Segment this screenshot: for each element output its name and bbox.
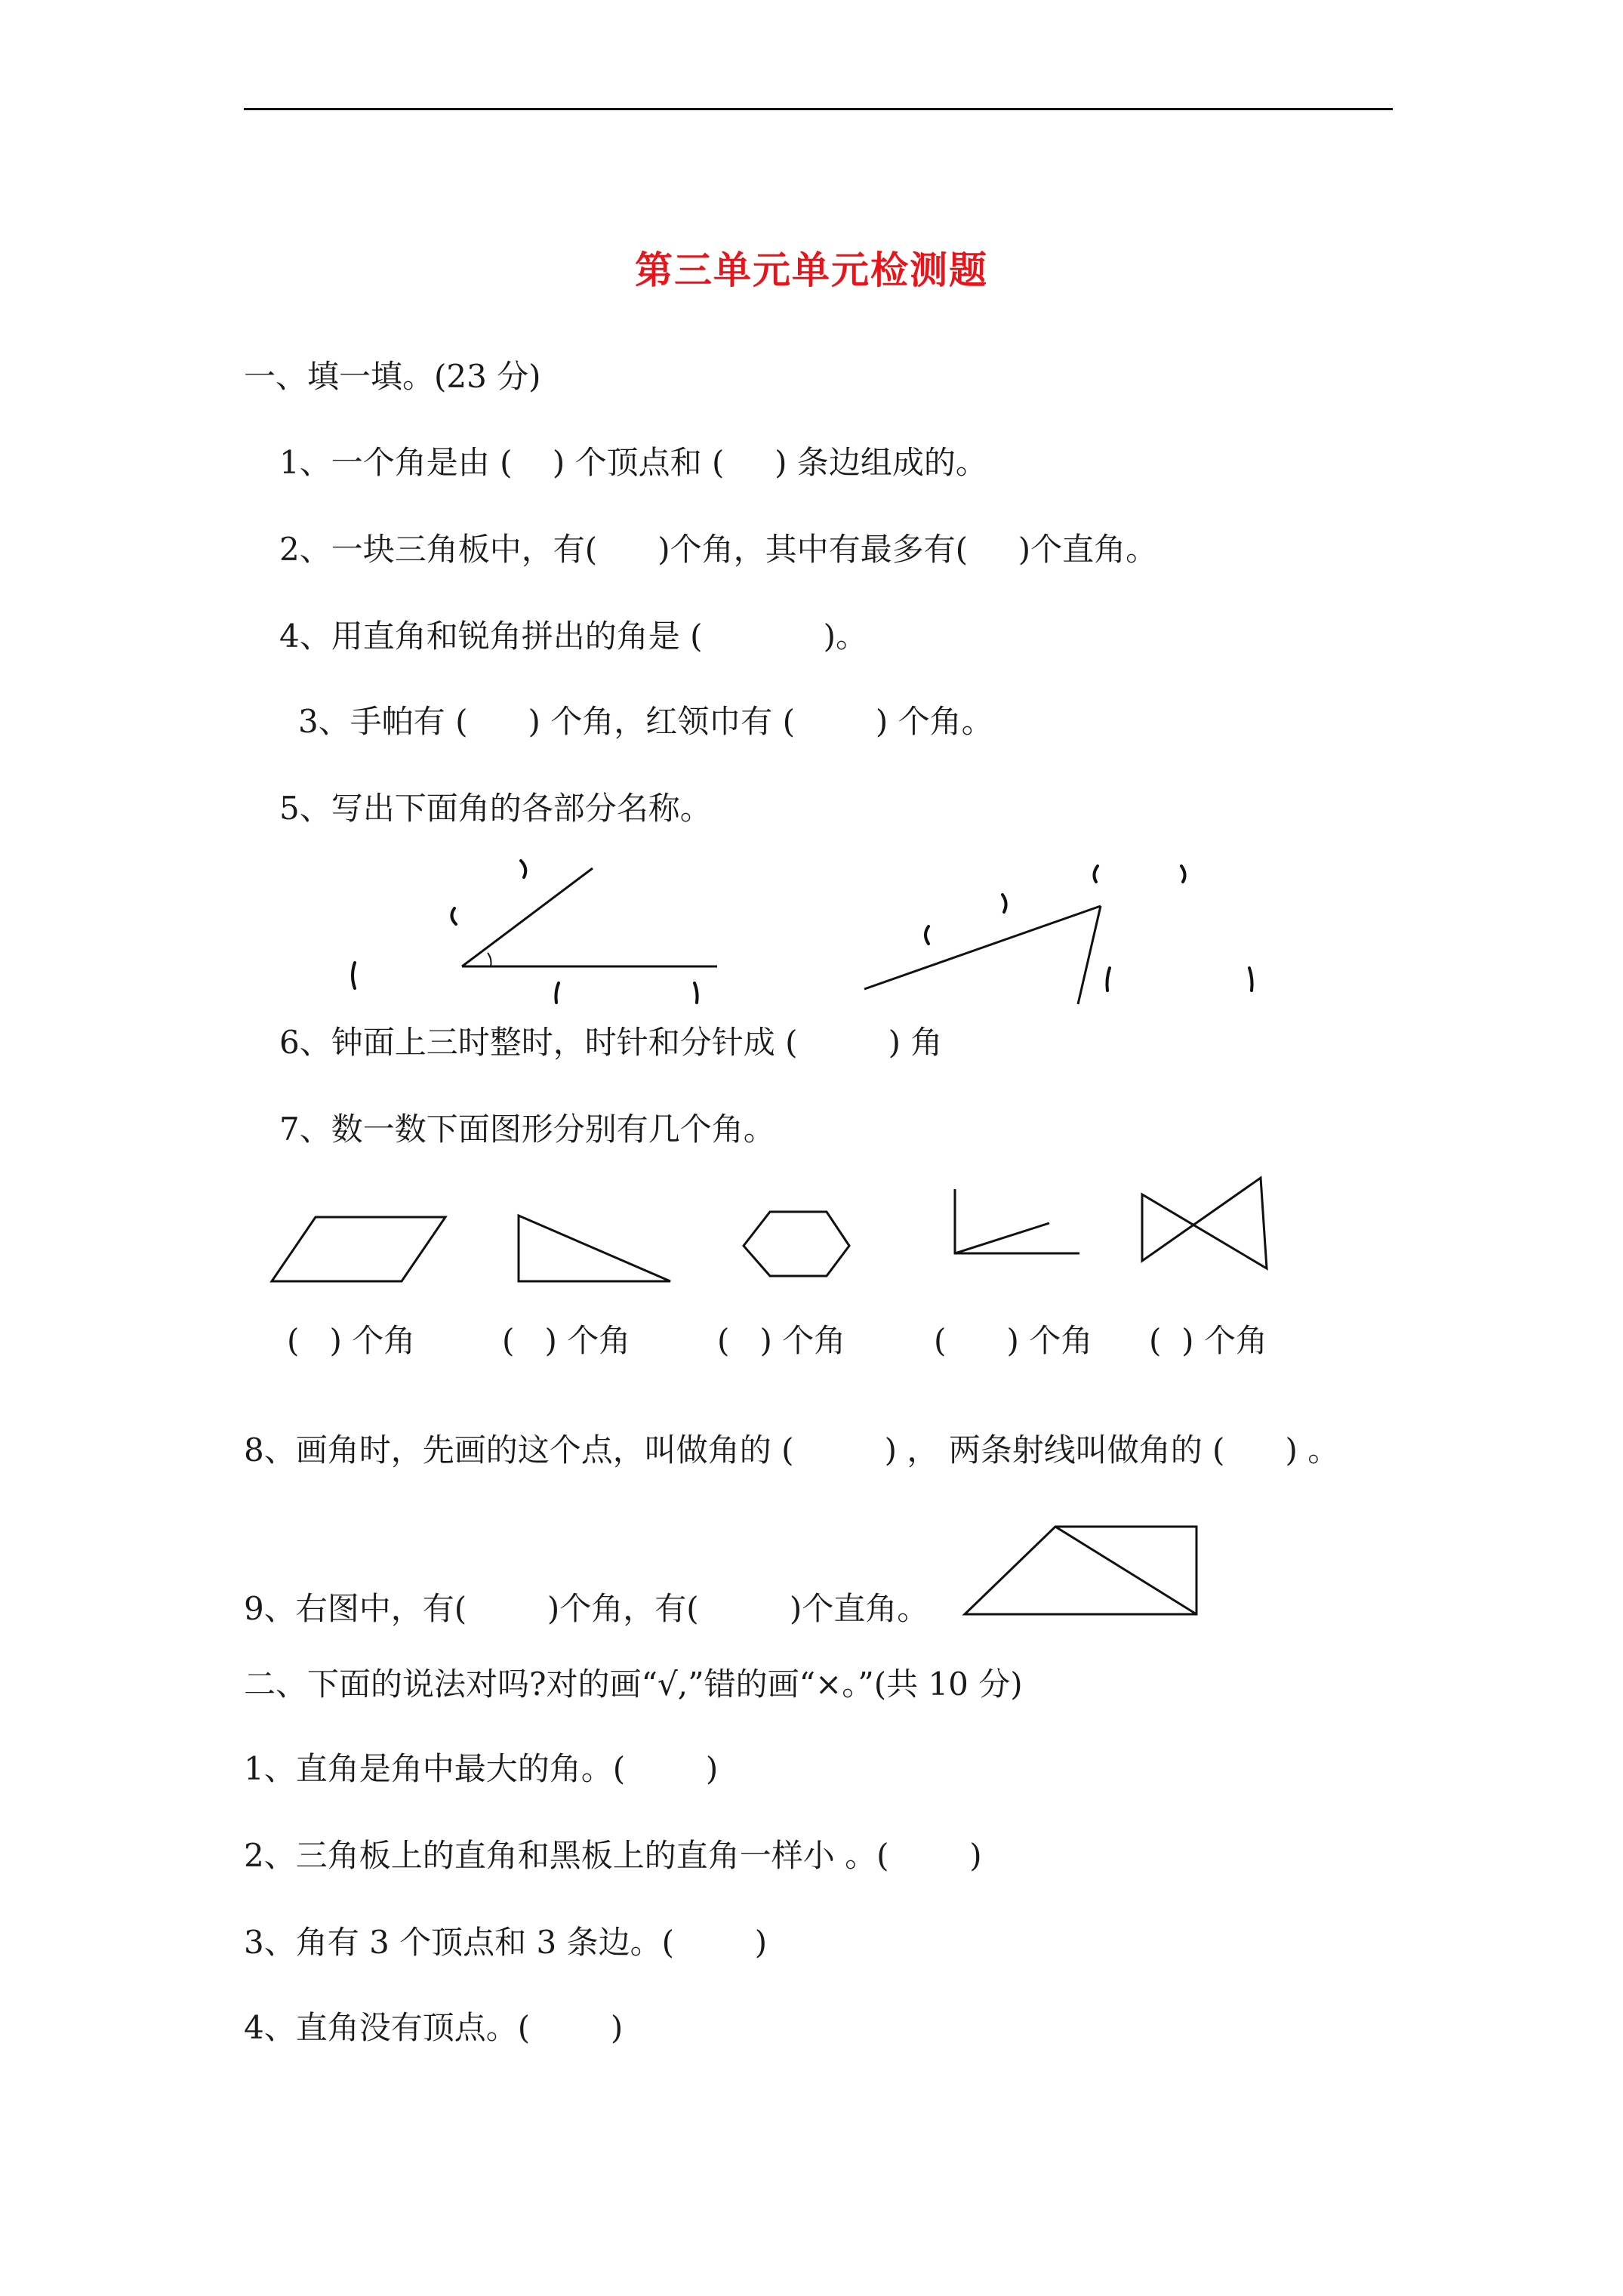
count-label-4: ( ) 个角 xyxy=(934,1322,1093,1359)
blank-parentheses-marks xyxy=(353,861,1252,1003)
angle-right-ray-long xyxy=(864,906,1101,989)
question-5: 5、写出下面角的各部分名称。 xyxy=(279,790,712,827)
angle-left-arc xyxy=(488,953,491,966)
two-ray-figure-slanted xyxy=(955,1223,1049,1253)
question-6: 6、钟面上三时整时，时针和分针成 ( ) 角 xyxy=(279,1024,943,1061)
trapezoid-diagonal xyxy=(1055,1527,1196,1614)
question-3: 3、手帕有 ( ) 个角，红领巾有 ( ) 个角。 xyxy=(298,703,993,740)
judge-question-1: 1、直角是角中最大的角。( ) xyxy=(244,1750,719,1787)
question-1: 1、一个角是由 ( ) 个顶点和 ( ) 条边组成的。 xyxy=(279,444,987,481)
angle-diagram-right xyxy=(864,906,1101,1004)
count-label-2: ( ) 个角 xyxy=(502,1322,631,1359)
question-2: 2、一块三角板中，有( )个角，其中有最多有( )个直角。 xyxy=(279,531,1158,568)
question-7: 7、数一数下面图形分别有几个角。 xyxy=(279,1111,775,1148)
bowtie-shape xyxy=(1142,1178,1267,1268)
parallelogram-shape xyxy=(272,1217,445,1281)
angle-left-ray-upper xyxy=(462,868,593,966)
section2-heading: 二、下面的说法对吗?对的画“√,”错的画“×。”(共 10 分) xyxy=(244,1666,1023,1703)
two-ray-figure-horizontal xyxy=(955,1189,1079,1253)
question-8: 8、画角时，先画的这个点，叫做角的 ( ) ， 两条射线叫做角的 ( ) 。 xyxy=(244,1432,1340,1469)
question-4: 4、用直角和锐角拼出的角是 ( )。 xyxy=(279,618,868,655)
angle-right-ray-short xyxy=(1078,906,1101,1004)
page-title: 第三单元单元检测题 xyxy=(635,248,988,292)
question-9: 9、右图中，有( )个角，有( )个直角。 xyxy=(244,1590,929,1627)
judge-question-2: 2、三角板上的直角和黑板上的直角一样小 。( ) xyxy=(244,1837,982,1874)
count-label-3: ( ) 个角 xyxy=(717,1322,846,1359)
judge-question-3: 3、角有 3 个顶点和 3 条边。( ) xyxy=(244,1924,768,1961)
count-label-1: ( ) 个角 xyxy=(287,1322,416,1359)
section1-heading: 一、填一填。(23 分) xyxy=(244,358,541,395)
trapezoid-shape xyxy=(965,1527,1196,1614)
header-rule xyxy=(244,108,1393,110)
count-label-5: ( ) 个角 xyxy=(1149,1322,1267,1359)
right-triangle-shape xyxy=(519,1216,670,1281)
judge-question-4: 4、直角没有顶点。( ) xyxy=(244,2009,624,2046)
angle-diagram-left xyxy=(462,868,717,966)
hexagon-shape xyxy=(744,1212,849,1276)
